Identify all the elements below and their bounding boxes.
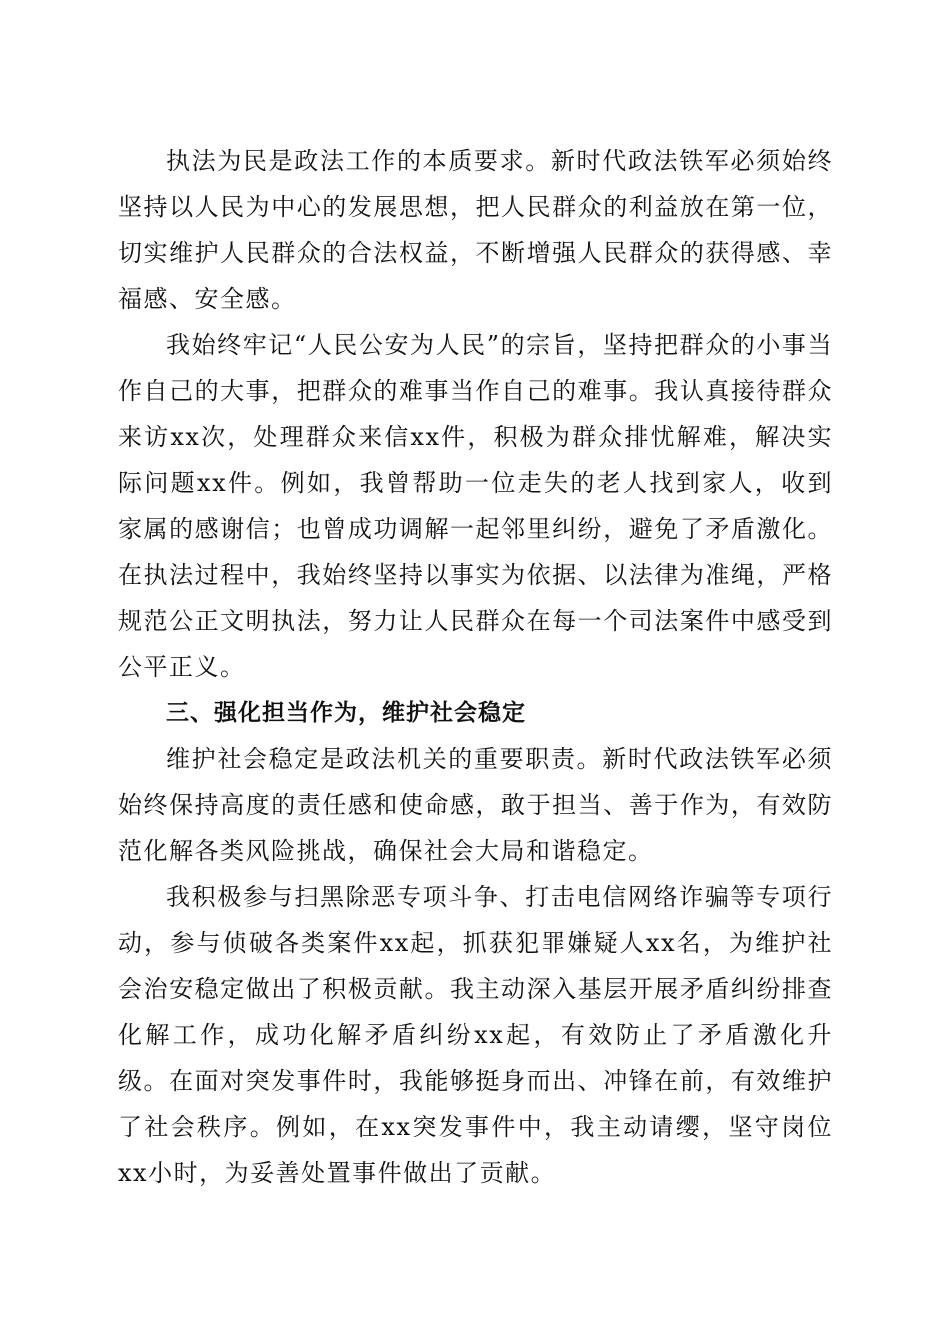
- paragraph-social-stability-duty: 维护社会稳定是政法机关的重要职责。新时代政法铁军必须始终保持高度的责任感和使命感，敢于担当、善于作为，有效防范化解各类风险挑战，确保社会大局和谐稳定。: [118, 745, 833, 865]
- paragraph-special-operations-record: 我积极参与扫黑除恶专项斗争、打击电信网络诈骗等专项行动，参与侦破各类案件xx起，抓获犯罪嫌疑人xx名，为维护社会治安稳定做出了积极贡献。我主动深入基层开展矛盾纠纷排查化解工作，成功化解矛盾纠纷xx起，有效防止了矛盾激化升级。在面对突发事件时，我能够挺身而出、冲锋在前，有效维护了社会秩序。例如，在xx突发事件中，我主动请缨，坚守岗位xx小时，为妥善处置事件做出了贡献。: [118, 883, 833, 1187]
- paragraph-personal-service-record: 我始终牢记“人民公安为人民”的宗旨，坚持把群众的小事当作自己的大事，把群众的难事当作自己的难事。我认真接待群众来访xx次，处理群众来信xx件，积极为群众排忧解难，解决实际问题xx件。例如，我曾帮助一位走失的老人找到家人，收到家属的感谢信；也曾成功调解一起邻里纠纷，避免了矛盾激化。在执法过程中，我始终坚持以事实为依据、以法律为准绳，严格规范公正文明执法，努力让人民群众在每一个司法案件中感受到公平正义。: [118, 331, 833, 681]
- document-body: [118, 138, 833, 1196]
- paragraph-law-enforcement-for-people: 执法为民是政法工作的本质要求。新时代政法铁军必须始终坚持以人民为中心的发展思想，把人民群众的利益放在第一位，切实维护人民群众的合法权益，不断增强人民群众的获得感、幸福感、安全感。: [118, 147, 833, 313]
- section-heading: 三、强化担当作为，维护社会稳定: [166, 700, 526, 726]
